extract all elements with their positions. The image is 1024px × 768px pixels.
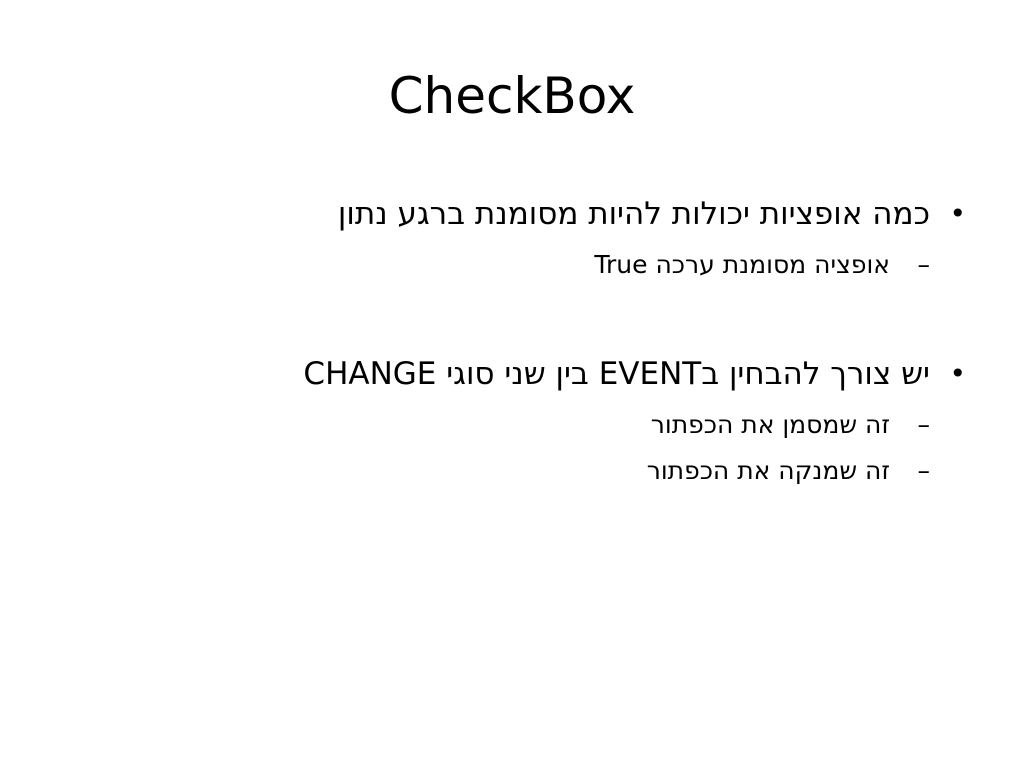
bullet-marker: • — [949, 357, 966, 390]
dash-marker: – — [917, 410, 930, 439]
bullet-text: כמה אופציות יכולות להיות מסומנת ברגע נתון — [337, 196, 930, 232]
sub-bullet-text: זה שמנקה את הכפתור — [646, 456, 890, 485]
sub-bullet-text: אופציה מסומנת ערכה True — [594, 250, 890, 279]
slide-title: CheckBox — [388, 67, 636, 125]
spacer — [66, 288, 966, 346]
sub-bullet-item — [66, 242, 966, 288]
sub-bullet-item — [66, 402, 966, 448]
slide-content — [66, 186, 966, 494]
dash-marker: – — [917, 250, 930, 279]
sub-bullet-item — [66, 448, 966, 494]
bullet-item — [66, 346, 966, 402]
dash-marker: – — [917, 456, 930, 485]
bullet-text: יש צורך להבחין בEVENT בין שני סוגי CHANGE — [303, 356, 930, 392]
bullet-marker: • — [949, 197, 966, 230]
bullet-item — [66, 186, 966, 242]
sub-bullet-text: זה שמסמן את הכפתור — [650, 410, 890, 439]
